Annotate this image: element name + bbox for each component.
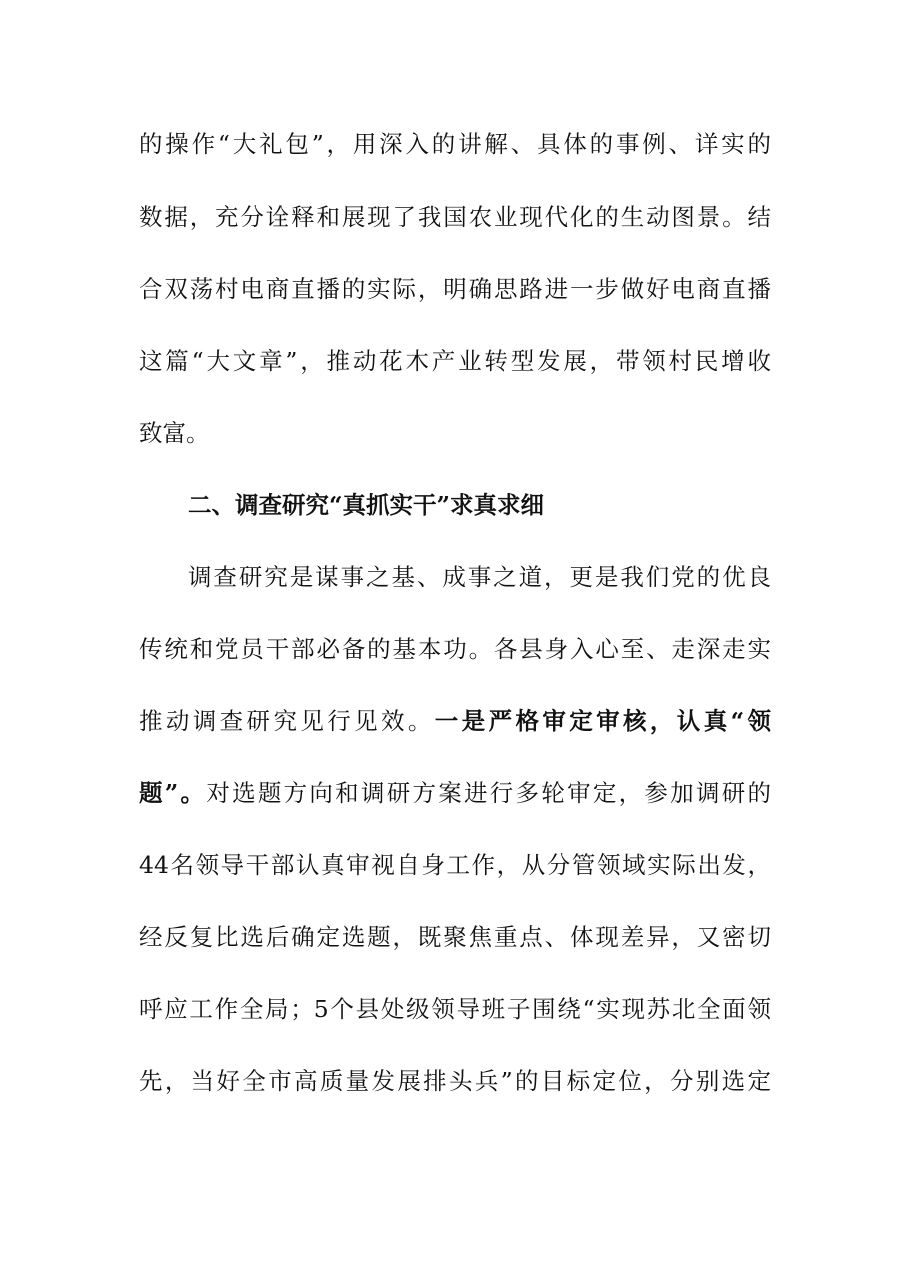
paragraph-line: 经反复比选后确定选题，既聚焦重点、体现差异，又密切: [139, 923, 771, 951]
normal-text: 推动调查研究见行见效。: [139, 707, 435, 735]
bold-emphasis-text: 题”。: [139, 779, 207, 807]
paragraph-line-mixed: [139, 701, 771, 741]
paragraph-line: 先，当好全市高质量发展排头兵”的目标定位，分别选定: [139, 1067, 771, 1095]
paragraph-line-mixed: [139, 773, 771, 813]
paragraph-line: 数据，充分诠释和展现了我国农业现代化的生动图景。结: [139, 203, 771, 231]
paragraph-line: 这篇“大文章”，推动花木产业转型发展，带领村民增收: [139, 347, 771, 375]
paragraph-line: 44名领导干部认真审视自身工作，从分管领域实际出发，: [139, 851, 771, 879]
normal-text: 对选题方向和调研方案进行多轮审定，参加调研的: [206, 779, 771, 807]
paragraph-line: 调查研究是谋事之基、成事之道，更是我们党的优良: [188, 563, 771, 591]
paragraph-line: 呼应工作全局；5个县处级领导班子围绕“实现苏北全面领: [139, 995, 771, 1023]
paragraph-line: 的操作“大礼包”，用深入的讲解、具体的事例、详实的: [139, 130, 771, 158]
paragraph-line: 致富。: [139, 419, 210, 447]
bold-emphasis-text: 一是严格审定审核，认真“领: [434, 707, 771, 735]
paragraph-line: 合双荡村电商直播的实际，明确思路进一步做好电商直播: [139, 275, 771, 303]
paragraph-line: 传统和党员干部必备的基本功。各县身入心至、走深走实: [139, 635, 771, 663]
section-heading: 二、调查研究“真抓实干”求真求细: [188, 491, 545, 519]
